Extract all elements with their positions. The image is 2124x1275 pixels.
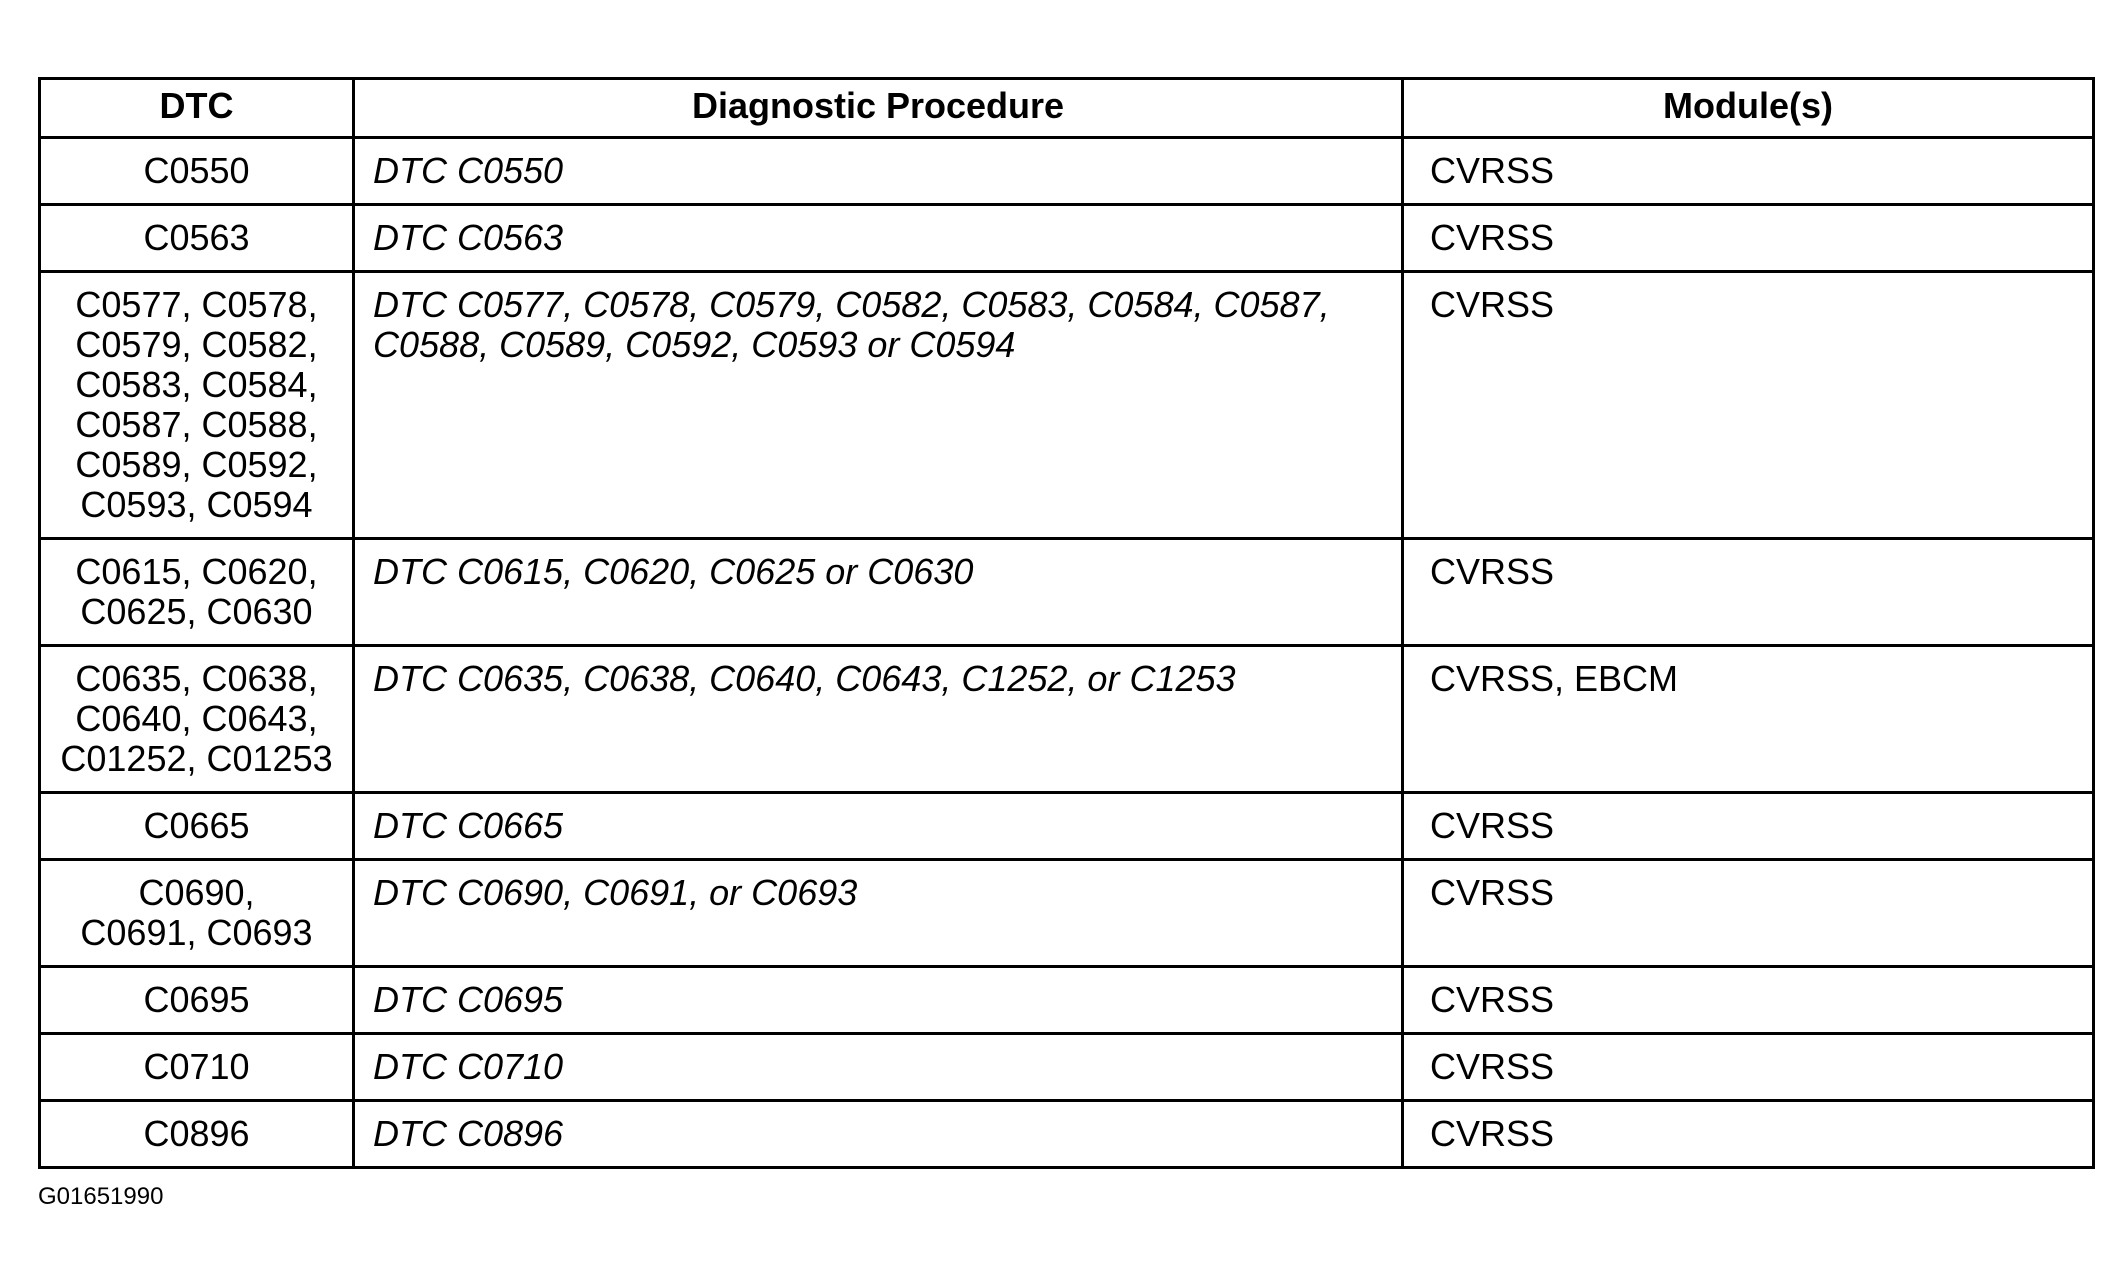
- modules-cell: CVRSS: [1403, 860, 2094, 967]
- modules-cell: CVRSS, EBCM: [1403, 646, 2094, 793]
- modules-cell: CVRSS: [1403, 967, 2094, 1034]
- dtc-code-line: C0625, C0630: [80, 591, 313, 632]
- dtc-code-line: C0563: [143, 217, 250, 258]
- dtc-code-line: C0577, C0578,: [75, 284, 318, 325]
- dtc-code-line: C01252, C01253: [60, 738, 333, 779]
- dtc-cell: [40, 967, 354, 1034]
- modules-cell: CVRSS: [1403, 1034, 2094, 1101]
- table-body: [40, 138, 2094, 1168]
- modules-cell: CVRSS: [1403, 272, 2094, 539]
- dtc-code-line: C0896: [143, 1113, 250, 1154]
- dtc-code-line: C0635, C0638,: [75, 658, 318, 699]
- figure-id: G01651990: [38, 1183, 164, 1210]
- dtc-code-line: C0615, C0620,: [75, 551, 318, 592]
- modules-cell: CVRSS: [1403, 1101, 2094, 1168]
- diagnostic-procedure-cell: DTC C0563: [354, 205, 1403, 272]
- dtc-code-line: C0583, C0584,: [75, 364, 318, 405]
- diagnostic-procedure-cell: DTC C0710: [354, 1034, 1403, 1101]
- diagnostic-procedure-cell: DTC C0896: [354, 1101, 1403, 1168]
- dtc-cell: [40, 1034, 354, 1101]
- diagnostic-procedure-cell: DTC C0550: [354, 138, 1403, 205]
- dtc-code-line: C0665: [143, 805, 250, 846]
- table-row: [40, 1101, 2094, 1168]
- dtc-cell: [40, 646, 354, 793]
- dtc-code-line: C0579, C0582,: [75, 324, 318, 365]
- dtc-cell: [40, 138, 354, 205]
- diagnostic-procedure-cell: DTC C0577, C0578, C0579, C0582, C0583, C0584, C0587, C0588, C0589, C0592, C0593 or C0594: [354, 272, 1403, 539]
- diagnostic-procedure-cell: DTC C0665: [354, 793, 1403, 860]
- dtc-cell: [40, 539, 354, 646]
- table-row: [40, 646, 2094, 793]
- modules-cell: CVRSS: [1403, 205, 2094, 272]
- dtc-table: [38, 77, 2095, 1169]
- dtc-cell: [40, 205, 354, 272]
- dtc-code-line: C0710: [143, 1046, 250, 1087]
- modules-cell: CVRSS: [1403, 138, 2094, 205]
- table-row: [40, 793, 2094, 860]
- header-dtc: DTC: [40, 79, 354, 138]
- table-row: [40, 1034, 2094, 1101]
- header-modules: Module(s): [1403, 79, 2094, 138]
- diagnostic-procedure-cell: DTC C0695: [354, 967, 1403, 1034]
- dtc-code-line: C0587, C0588,: [75, 404, 318, 445]
- modules-cell: CVRSS: [1403, 793, 2094, 860]
- table-row: [40, 272, 2094, 539]
- dtc-cell: [40, 793, 354, 860]
- diagnostic-procedure-cell: DTC C0690, C0691, or C0693: [354, 860, 1403, 967]
- dtc-code-line: C0690,: [138, 872, 255, 913]
- dtc-code-line: C0640, C0643,: [75, 698, 318, 739]
- dtc-cell: [40, 860, 354, 967]
- dtc-code-line: C0593, C0594: [80, 484, 313, 525]
- table-row: [40, 205, 2094, 272]
- dtc-cell: [40, 1101, 354, 1168]
- diagnostic-procedure-cell: DTC C0615, C0620, C0625 or C0630: [354, 539, 1403, 646]
- header-diagnostic-procedure: Diagnostic Procedure: [354, 79, 1403, 138]
- modules-cell: CVRSS: [1403, 539, 2094, 646]
- table-row: [40, 860, 2094, 967]
- dtc-code-line: C0691, C0693: [80, 912, 313, 953]
- dtc-code-line: C0550: [143, 150, 250, 191]
- dtc-code-line: C0589, C0592,: [75, 444, 318, 485]
- dtc-code-line: C0695: [143, 979, 250, 1020]
- table-row: [40, 967, 2094, 1034]
- table-row: [40, 138, 2094, 205]
- diagnostic-procedure-cell: DTC C0635, C0638, C0640, C0643, C1252, or C1253: [354, 646, 1403, 793]
- header-row: [40, 79, 2094, 138]
- dtc-cell: [40, 272, 354, 539]
- table-row: [40, 539, 2094, 646]
